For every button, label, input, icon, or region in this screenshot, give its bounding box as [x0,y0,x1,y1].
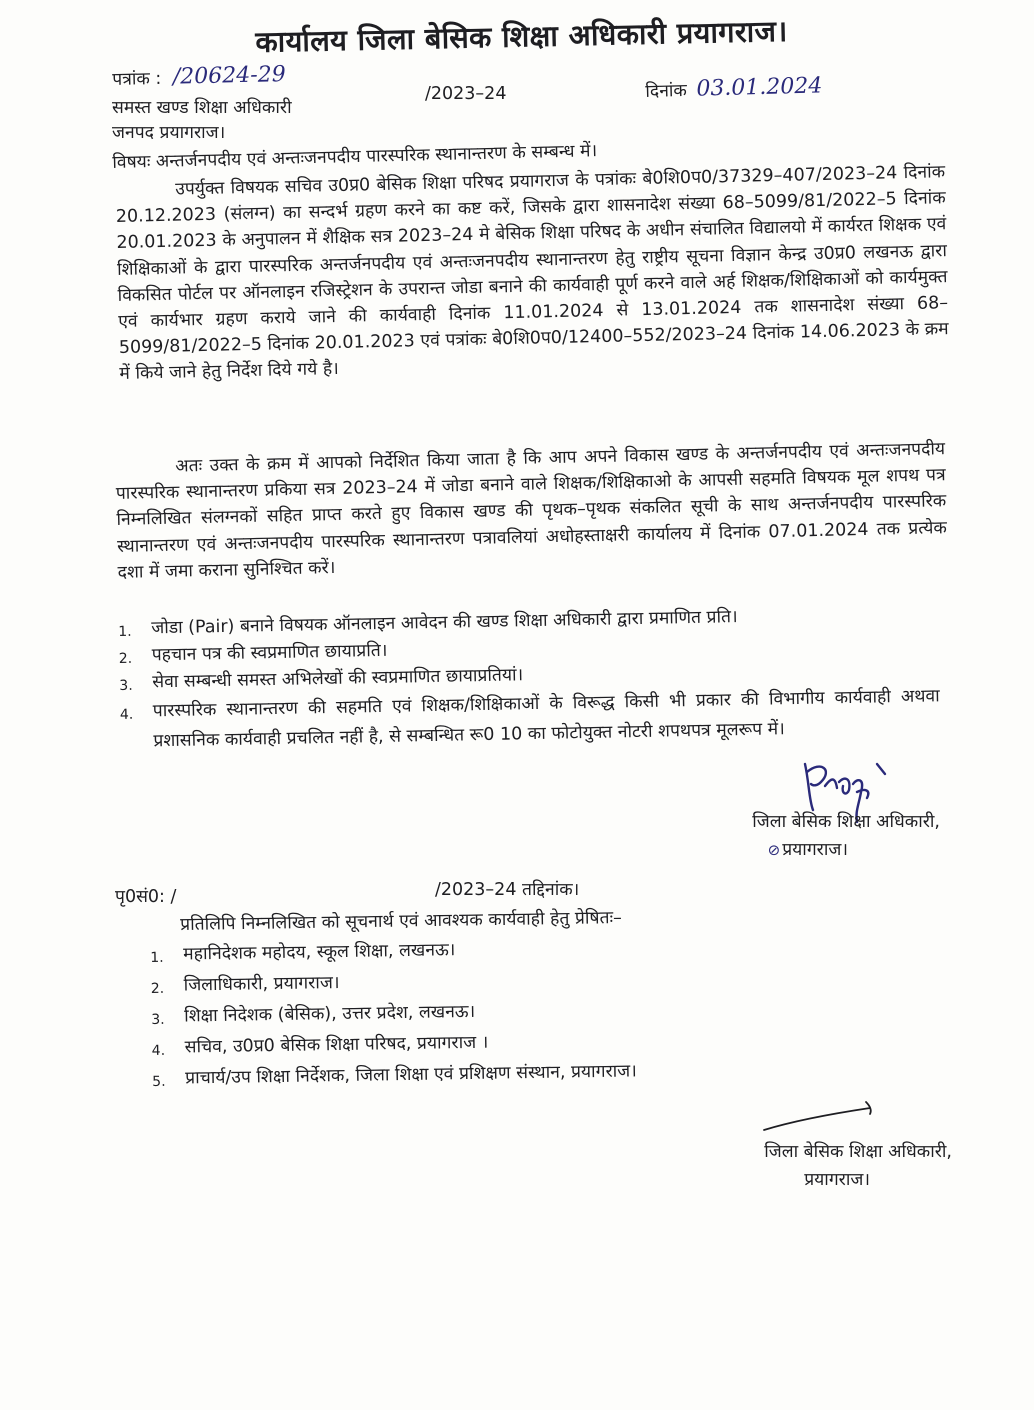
paragraph-1-text: उपर्युक्त विषयक सचिव उ0प्र0 बेसिक शिक्षा परिषद प्रयागराज के पत्रांकः बे0शि0प0/37329–407/2023–24 दिनांक 20.12.2023 (संलग्न) का सन्दर्भ ग्रहण करने का कष्ट करें, जिसके द्वारा शासनादेश संख्या 68–5099/81/2022–5 दिनांक 20.01.2023 के अनुपालन में शैक्षिक सत्र 2023–24 मे बेसिक शिक्षा परिषद के अधीन संचालित विद्यालयो में कार्यरत शिक्षक एवं शिक्षिकाओं के द्वारा पारस्परिक अन्तर्जनपदीय एवं अन्तःजनपदीय स्थानान्तरण हेतु राष्ट्रीय सूचना विज्ञान केन्द्र उ0प्र0 लखनऊ द्वारा विकसित पोर्टल पर ऑनलाइन रजिस्ट्रेशन के उपरान्त जोडा बनाने की कार्यवाही पूर्ण करने वाले अर्ह शिक्षक/शिक्षिकाओं को कार्यमुक्त एवं कार्यभार ग्रहण कराये जाने की कार्यवाही दिनांक 11.01.2024 से 13.01.2024 तक शासनादेश संख्या 68–5099/81/2022–5 दिनांक 20.01.2023 एवं पत्रांकः बे0शि0प0/12400–552/2023–24 दिनांक 14.06.2023 के क्रम में किये जाने हेतु निर्देश दिये गये है। [115,162,949,385]
signatory-designation: जिला बेसिक शिक्षा अधिकारी, [752,812,940,832]
list-item-number: 1. [118,623,132,640]
date-label: दिनांक [645,80,688,102]
paragraph-2 [115,436,948,586]
addressee-line1: समस्त खण्ड शिक्षा अधिकारी [112,98,292,118]
list-item-number: 3. [151,1011,165,1028]
list-item-number: 2. [150,980,165,997]
letter-number-line [112,62,286,91]
enclosure-list [118,600,941,757]
paragraph-2-text: अतः उक्त के क्रम में आपको निर्देशित किया जाता है कि आप अपने विकास खण्ड के अन्तर्जनपदीय एवं अन्तःजनपदीय पारस्परिक स्थानान्तरण प्रकिया सत्र 2023–24 में जोडा बनाने वाले शिक्षक/शिक्षिकाओ के आपसी सहमति विषयक मूल शपथ पत्र निम्नलिखित संलग्नकों सहित प्राप्त करते हुए विकास खण्ड की पृथक–पृथक संकलित सूची के साथ अन्तर्जनपदीय पारस्परिक स्थानान्तरण एवं अन्तःजनपदीय पारस्परिक स्थानान्तरण पत्रावलियां अधोहस्ताक्षरी कार्यालय में दिनांक 07.01.2024 तक प्रत्येक दशा में जमा कराना सुनिश्चित करें। [115,439,948,583]
list-item-text: सचिव, उ0प्र0 बेसिक शिक्षा परिषद, प्रयागराज । [184,1032,489,1058]
list-item-number: 2. [118,650,133,667]
letter-year: /2023–24 [425,84,507,104]
circled-mark-icon: ⊘ [767,841,781,859]
signature-block-1 [680,808,940,864]
list-item-text: शिक्षा निदेशक (बेसिक), उत्तर प्रदेश, लखनऊ। [184,1001,476,1027]
list-item-number: 3. [119,677,133,694]
list-item-text: पारस्परिक स्थानान्तरण की सहमति एवं शिक्षक/शिक्षिकाओं के विरूद्ध किसी भी प्रकार की विभागीय कार्यवाही अथवा प्रशासनिक कार्यवाही प्रचलित नहीं है, से सम्बन्धित रू0 10 का फोटोयुक्त नोटरी शपथपत्र मूलरूप में। [152,686,940,752]
recipient-list [150,929,872,1095]
signatory-place: प्रयागराज। [804,1170,870,1190]
letter-no-handwritten: /20624-29 [172,62,286,90]
addressee-line2: जनपद प्रयागराज। [112,123,226,143]
list-item-number: 4. [119,706,134,723]
signature-block-2 [690,1138,952,1194]
list-item-text: पहचान पत्र की स्वप्रमाणित छायाप्रति। [151,640,388,666]
list-item-text: महानिदेशक महोदय, स्कूल शिक्षा, लखनऊ। [183,940,456,965]
signatory-designation: जिला बेसिक शिक्षा अधिकारी, [764,1142,952,1162]
copy-ref-label: पृ0सं0: / [115,887,177,907]
subject-line: विषयः अन्तर्जनपदीय एवं अन्तःजनपदीय पारस्परिक स्थानान्तरण के सम्बन्ध में। [112,141,598,173]
office-title: कार्यालय जिला बेसिक शिक्षा अधिकारी प्रयागराज। [255,13,788,59]
list-item-number: 1. [150,949,164,966]
copy-intro: प्रतिलिपि निम्नलिखित को सूचनार्थ एवं आवश्यक कार्यवाही हेतु प्रेषितः– [180,908,622,935]
list-item-number: 5. [152,1073,166,1090]
signatory-place-text: प्रयागराज। [782,840,848,860]
list-item-number: 4. [151,1042,166,1059]
list-item-text: प्राचार्य/उप शिक्षा निर्देशक, जिला शिक्षा एवं प्रशिक्षण संस्थान, प्रयागराज। [185,1061,637,1089]
paragraph-1 [115,159,950,387]
letter-no-label: पत्रांक : [112,68,162,90]
list-item-text: जिलाधिकारी, प्रयागराज। [183,973,340,996]
date-line [645,73,823,103]
copy-ref-year-date: /2023–24 तद्दिनांक। [435,880,580,900]
list-item-text: सेवा सम्बन्धी समस्त अभिलेखों की स्वप्रमाणित छायाप्रतियां। [152,665,524,693]
signatory-place [680,836,940,864]
list-item-text: जोडा (Pair) बनाने विषयक ऑनलाइन आवेदन की खण्ड शिक्षा अधिकारी द्वारा प्रमाणित प्रति। [151,607,738,639]
officer-signature-stroke [760,1100,880,1140]
date-handwritten: 03.01.2024 [696,73,823,102]
